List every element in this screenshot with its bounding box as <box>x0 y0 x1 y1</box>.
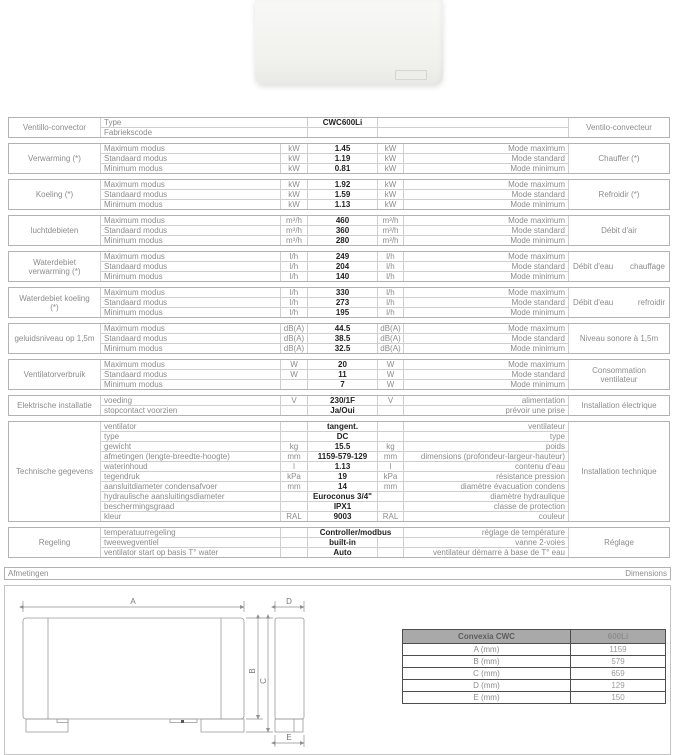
spec-unit-fr: kW <box>378 180 404 189</box>
spec-unit-nl: W <box>281 360 308 369</box>
spec-block <box>8 215 670 246</box>
spec-unit-nl: l/h <box>281 308 308 317</box>
spec-group-label-nl: Regeling <box>9 528 101 557</box>
spec-unit-fr: m³/h <box>378 236 404 245</box>
spec-row <box>101 360 568 370</box>
spec-desc-nl: voeding <box>101 396 281 405</box>
spec-unit-nl: l/h <box>281 272 308 281</box>
spec-desc-nl: kleur <box>101 512 281 521</box>
spec-block <box>8 527 670 558</box>
spec-value: 204 <box>308 262 378 271</box>
front-right-foot <box>201 719 244 732</box>
spec-block <box>8 359 670 390</box>
spec-row <box>101 288 568 298</box>
spec-group-label-fr-part2: refroidir <box>637 298 665 307</box>
spec-block <box>8 179 670 210</box>
spec-block <box>8 395 670 416</box>
spec-desc-nl: Maximum modus <box>101 252 281 261</box>
spec-unit-nl: dB(A) <box>281 334 308 343</box>
spec-unit-nl <box>281 502 308 511</box>
spec-unit-nl: dB(A) <box>281 344 308 353</box>
dimensions-table-header-product: Convexia CWC <box>403 630 571 643</box>
spec-desc-nl: Standaard modus <box>101 190 281 199</box>
dimension-label: A (mm) <box>403 644 571 655</box>
spec-unit-nl: kg <box>281 442 308 451</box>
spec-desc-nl: afmetingen (lengte-breedte-hoogte) <box>101 452 281 461</box>
spec-value: 20 <box>308 360 378 369</box>
spec-unit-nl: V <box>281 396 308 405</box>
spec-unit-nl: kW <box>281 180 308 189</box>
spec-value <box>308 128 378 137</box>
spec-row <box>101 452 568 462</box>
spec-desc-nl: Standaard modus <box>101 262 281 271</box>
spec-desc-fr: Mode standard <box>511 298 565 307</box>
spec-unit-fr <box>378 548 404 557</box>
spec-unit-nl: mm <box>281 452 308 461</box>
spec-unit-nl: dB(A) <box>281 324 308 333</box>
spec-block <box>8 323 670 354</box>
spec-desc-nl: tweewegventiel <box>101 538 281 547</box>
spec-unit-nl: mm <box>281 482 308 491</box>
spec-desc-nl: Maximum modus <box>101 180 281 189</box>
spec-desc-nl: Minimum modus <box>101 344 281 353</box>
spec-desc-fr: dimensions (profondeur-largeur-hauteur) <box>420 452 565 461</box>
spec-unit-nl: kW <box>281 200 308 209</box>
spec-desc-nl: Maximum modus <box>101 216 281 225</box>
spec-desc-fr: Mode standard <box>511 154 565 163</box>
spec-value: 44.5 <box>308 324 378 333</box>
dimensions-table-header <box>403 630 665 643</box>
spec-value: CWC600Li <box>308 118 378 127</box>
spec-value: 1.19 <box>308 154 378 163</box>
spec-desc-fr: couleur <box>538 512 565 521</box>
spec-desc-fr: Mode minimum <box>510 308 565 317</box>
spec-desc-fr: contenu d'eau <box>514 462 565 471</box>
spec-desc-fr: résistance pression <box>496 472 565 481</box>
spec-row <box>101 308 568 317</box>
spec-block <box>8 251 670 282</box>
spec-unit-nl: l/h <box>281 262 308 271</box>
dimension-value: 150 <box>611 693 625 702</box>
spec-row <box>101 442 568 452</box>
spec-desc-fr: Mode maximum <box>508 360 565 369</box>
spec-desc-nl: Maximum modus <box>101 360 281 369</box>
product-photo <box>255 0 443 85</box>
spec-group-label-nl: Ventilatorverbruik <box>9 360 101 389</box>
spec-block <box>8 421 670 522</box>
spec-unit-fr: mm <box>378 452 404 461</box>
spec-value: Ja/Oui <box>308 406 378 415</box>
spec-group-label-nl: Technische gegevens <box>9 422 101 521</box>
spec-unit-nl <box>281 422 308 431</box>
spec-unit-nl <box>281 432 308 441</box>
spec-unit-nl: kW <box>281 190 308 199</box>
spec-row <box>101 370 568 380</box>
spec-value: 330 <box>308 288 378 297</box>
spec-desc-nl: tegendruk <box>101 472 281 481</box>
spec-unit-fr: kW <box>378 154 404 163</box>
dimension-value: 579 <box>611 657 625 666</box>
spec-block <box>8 287 670 318</box>
spec-group-label-fr-part1: Débit d'eau <box>573 262 614 271</box>
spec-unit-fr: W <box>378 360 404 369</box>
spec-row <box>101 396 568 406</box>
spec-unit-fr: m³/h <box>378 216 404 225</box>
spec-unit-nl <box>281 492 308 501</box>
spec-unit-nl: l <box>281 462 308 471</box>
dimension-label: D (mm) <box>403 680 571 691</box>
spec-unit-fr <box>378 422 404 431</box>
spec-unit-fr: W <box>378 380 404 389</box>
spec-value: Euroconus 3/4" <box>308 492 378 501</box>
spec-value: tangent. <box>308 422 378 431</box>
spec-desc-fr: poids <box>545 442 565 451</box>
spec-unit-nl: W <box>281 370 308 379</box>
spec-unit-nl: l/h <box>281 298 308 307</box>
spec-row <box>101 262 568 272</box>
spec-row <box>101 380 568 389</box>
spec-row <box>101 144 568 154</box>
side-foot <box>275 719 303 732</box>
spec-row <box>101 272 568 281</box>
spec-desc-fr: Mode maximum <box>508 324 565 333</box>
spec-value: 19 <box>308 472 378 481</box>
spec-desc-nl: Standaard modus <box>101 226 281 235</box>
spec-desc-fr: Mode minimum <box>510 380 565 389</box>
spec-unit-fr: kW <box>378 200 404 209</box>
spec-row <box>101 226 568 236</box>
spec-value: 280 <box>308 236 378 245</box>
dimensions-drawing-area <box>4 585 671 755</box>
spec-group-label-fr: Débit d'air <box>568 216 669 245</box>
dimension-b-label: B <box>248 668 257 674</box>
spec-unit-fr: l/h <box>378 308 404 317</box>
front-left-tab <box>57 719 68 723</box>
spec-desc-fr: Mode maximum <box>508 252 565 261</box>
dimensions-table-row <box>403 679 665 691</box>
spec-desc-fr: Mode maximum <box>508 180 565 189</box>
spec-row <box>101 344 568 353</box>
spec-value: 140 <box>308 272 378 281</box>
spec-unit-fr <box>378 432 404 441</box>
spec-value: 11 <box>308 370 378 379</box>
spec-desc-nl: Maximum modus <box>101 324 281 333</box>
spec-row <box>101 200 568 209</box>
spec-desc-fr: Mode maximum <box>508 288 565 297</box>
spec-value: DC <box>308 432 378 441</box>
spec-unit-fr: V <box>378 396 404 405</box>
spec-row <box>101 298 568 308</box>
spec-desc-nl: type <box>101 432 281 441</box>
spec-row <box>101 528 568 538</box>
spec-desc-fr: Mode minimum <box>510 200 565 209</box>
spec-group-label-nl: Waterdebiet verwarming (*) <box>9 252 101 281</box>
spec-desc-fr: diamètre évacuation condens <box>460 482 565 491</box>
spec-group-label-fr: Niveau sonore à 1,5m <box>568 324 669 353</box>
spec-unit-fr: mm <box>378 482 404 491</box>
spec-row <box>101 492 568 502</box>
spec-row <box>101 406 568 415</box>
spec-unit-fr: l/h <box>378 252 404 261</box>
spec-desc-fr: Mode standard <box>511 190 565 199</box>
spec-block <box>8 117 670 138</box>
spec-value: 249 <box>308 252 378 261</box>
spec-group-label-nl: Ventillo-convector <box>9 118 101 137</box>
spec-unit-fr: kW <box>378 144 404 153</box>
dimension-c-label: C <box>259 678 268 684</box>
spec-row <box>101 432 568 442</box>
spec-desc-fr: Mode minimum <box>510 272 565 281</box>
spec-row <box>101 538 568 548</box>
spec-desc-nl: Standaard modus <box>101 334 281 343</box>
spec-desc-nl: Minimum modus <box>101 380 281 389</box>
spec-desc-nl: temperatuurregeling <box>101 528 281 537</box>
spec-row <box>101 324 568 334</box>
spec-unit-nl: kW <box>281 144 308 153</box>
spec-value: 1.13 <box>308 200 378 209</box>
spec-desc-nl: gewicht <box>101 442 281 451</box>
spec-empty-cell <box>378 118 568 127</box>
spec-unit-fr: RAL <box>378 512 404 521</box>
spec-desc-fr: réglage de température <box>481 528 565 537</box>
spec-desc-fr: alimentation <box>521 396 565 405</box>
spec-desc-fr: classe de protection <box>493 502 565 511</box>
spec-row <box>101 180 568 190</box>
spec-unit-fr: l/h <box>378 288 404 297</box>
spec-desc-nl: Minimum modus <box>101 200 281 209</box>
spec-row <box>101 482 568 492</box>
spec-row <box>101 462 568 472</box>
spec-value: 9003 <box>308 512 378 521</box>
spec-group-label-fr <box>568 288 669 317</box>
spec-desc-nl: aansluitdiameter condensafvoer <box>101 482 281 491</box>
spec-unit-fr: dB(A) <box>378 324 404 333</box>
spec-value: 1.92 <box>308 180 378 189</box>
spec-unit-nl <box>281 380 308 389</box>
spec-value: 460 <box>308 216 378 225</box>
spec-desc-fr: Mode standard <box>511 262 565 271</box>
spec-row <box>101 154 568 164</box>
spec-desc-fr: Mode standard <box>511 370 565 379</box>
spec-unit-nl: l/h <box>281 288 308 297</box>
spec-desc-nl: Type <box>101 118 308 127</box>
dimensions-section-bar <box>4 567 671 580</box>
spec-value: 1.45 <box>308 144 378 153</box>
spec-value: Auto <box>308 548 378 557</box>
spec-group-label-fr: Installation électrique <box>568 396 669 415</box>
spec-unit-fr: dB(A) <box>378 334 404 343</box>
spec-desc-nl: Minimum modus <box>101 236 281 245</box>
spec-desc-fr: type <box>549 432 565 441</box>
spec-desc-fr: Mode standard <box>511 334 565 343</box>
spec-desc-nl: ventilator start op basis T° water <box>101 548 281 557</box>
spec-unit-nl: kW <box>281 164 308 173</box>
dimension-value: 1159 <box>609 645 627 654</box>
spec-desc-nl: Maximum modus <box>101 144 281 153</box>
spec-unit-nl <box>281 406 308 415</box>
spec-desc-fr: diamètre hydraulique <box>490 492 565 501</box>
spec-desc-fr: vanne 2-voies <box>515 538 565 547</box>
dimension-label: E (mm) <box>403 692 571 703</box>
spec-desc-nl: Maximum modus <box>101 288 281 297</box>
spec-row <box>101 190 568 200</box>
dimension-label: C (mm) <box>403 668 571 679</box>
spec-group-label-fr: Chauffer (*) <box>568 144 669 173</box>
spec-group-label-nl: Verwarming (*) <box>9 144 101 173</box>
spec-unit-fr <box>378 538 404 547</box>
spec-value: Controller/modbus <box>308 528 404 537</box>
front-left-foot <box>26 719 68 732</box>
spec-desc-nl: ventilator <box>101 422 281 431</box>
spec-row <box>101 216 568 226</box>
spec-value: 0.81 <box>308 164 378 173</box>
spec-desc-nl: stopcontact voorzien <box>101 406 281 415</box>
spec-unit-fr: l/h <box>378 272 404 281</box>
spec-unit-nl: m³/h <box>281 236 308 245</box>
spec-desc-fr: Mode maximum <box>508 216 565 225</box>
spec-desc-fr: Mode minimum <box>510 344 565 353</box>
spec-group-label-nl: Waterdebiet koeling (*) <box>9 288 101 317</box>
spec-desc-nl: Standaard modus <box>101 298 281 307</box>
spec-unit-nl: l/h <box>281 252 308 261</box>
dimension-value: 659 <box>611 669 625 678</box>
dimensions-table-header-model: 600Li <box>607 632 629 641</box>
spec-value: built-in <box>308 538 378 547</box>
spec-desc-nl: Minimum modus <box>101 272 281 281</box>
spec-desc-nl: Standaard modus <box>101 154 281 163</box>
spec-value: 7 <box>308 380 378 389</box>
spec-desc-nl: Standaard modus <box>101 370 281 379</box>
spec-row <box>101 422 568 432</box>
spec-unit-nl <box>281 538 308 547</box>
product-logo-mark <box>395 70 427 80</box>
spec-row <box>101 512 568 521</box>
spec-desc-fr: ventilateur <box>528 422 565 431</box>
spec-desc-nl: Minimum modus <box>101 164 281 173</box>
spec-unit-nl: kW <box>281 154 308 163</box>
spec-unit-nl: RAL <box>281 512 308 521</box>
spec-desc-fr: Mode standard <box>511 226 565 235</box>
spec-value: 1159-579-129 <box>308 452 378 461</box>
dimension-label: B (mm) <box>403 656 571 667</box>
spec-value: IPX1 <box>308 502 378 511</box>
spec-value: 230/1F <box>308 396 378 405</box>
spec-unit-fr: W <box>378 370 404 379</box>
spec-value: 1.13 <box>308 462 378 471</box>
dimensions-table-row <box>403 667 665 679</box>
spec-desc-nl: hydraulische aansluitingsdiameter <box>101 492 281 501</box>
dimension-d-label: D <box>286 597 292 606</box>
spec-group-label-fr: Ventilo-convecteur <box>568 118 669 137</box>
spec-unit-nl <box>281 528 308 537</box>
spec-unit-nl <box>281 548 308 557</box>
side-view-outline <box>275 618 304 719</box>
spec-row <box>101 502 568 512</box>
spec-group-label-fr-part2: chauffage <box>630 262 665 271</box>
spec-group-label-fr <box>568 252 669 281</box>
spec-group-label-nl: Elektrische installatie <box>9 396 101 415</box>
spec-unit-fr <box>378 406 404 415</box>
spec-value: 32.5 <box>308 344 378 353</box>
spec-row <box>101 118 568 128</box>
dimensions-table-body <box>403 643 665 703</box>
dimension-a-label: A <box>130 597 136 606</box>
spec-unit-fr <box>378 492 404 501</box>
spec-row <box>101 252 568 262</box>
spec-group-label-fr-part1: Débit d'eau <box>573 298 614 307</box>
spec-unit-fr: l/h <box>378 262 404 271</box>
front-center-mark <box>181 720 184 723</box>
spec-unit-fr: m³/h <box>378 226 404 235</box>
spec-desc-fr: Mode minimum <box>510 164 565 173</box>
spec-desc-nl: beschermingsgraad <box>101 502 281 511</box>
spec-unit-fr <box>378 502 404 511</box>
spec-unit-fr: l <box>378 462 404 471</box>
dimensions-table-row <box>403 691 665 703</box>
spec-desc-fr: ventilateur démarre à base de T° eau <box>432 548 565 557</box>
spec-desc-fr: Mode minimum <box>510 236 565 245</box>
spec-unit-nl: m³/h <box>281 216 308 225</box>
spec-empty-cell <box>378 128 568 137</box>
spec-row <box>101 164 568 173</box>
dimensions-table <box>402 629 666 704</box>
spec-group-label-fr: Consommation ventilateur <box>568 360 669 389</box>
spec-value: 38.5 <box>308 334 378 343</box>
dimensions-table-row <box>403 655 665 667</box>
spec-desc-nl: Fabriekscode <box>101 128 308 137</box>
spec-block <box>8 143 670 174</box>
spec-unit-nl: kPa <box>281 472 308 481</box>
spec-value: 360 <box>308 226 378 235</box>
spec-table <box>8 117 670 563</box>
spec-value: 1.59 <box>308 190 378 199</box>
spec-value: 15.5 <box>308 442 378 451</box>
spec-unit-fr: dB(A) <box>378 344 404 353</box>
spec-unit-fr: l/h <box>378 298 404 307</box>
spec-value: 273 <box>308 298 378 307</box>
spec-row <box>101 236 568 245</box>
spec-desc-nl: waterinhoud <box>101 462 281 471</box>
spec-group-label-fr: Refroidir (*) <box>568 180 669 209</box>
spec-unit-fr: kW <box>378 190 404 199</box>
spec-unit-fr: kg <box>378 442 404 451</box>
spec-row <box>101 334 568 344</box>
spec-desc-nl: Minimum modus <box>101 308 281 317</box>
dimension-e-label: E <box>286 733 292 742</box>
dimensions-bar-label-fr: Dimensions <box>625 569 667 578</box>
spec-unit-nl: m³/h <box>281 226 308 235</box>
spec-value: 14 <box>308 482 378 491</box>
spec-desc-fr: prévoir une prise <box>505 406 565 415</box>
spec-row <box>101 128 568 137</box>
spec-unit-fr: kPa <box>378 472 404 481</box>
spec-desc-fr: Mode maximum <box>508 144 565 153</box>
spec-group-label-nl: geluidsniveau op 1,5m <box>9 324 101 353</box>
spec-group-label-fr: Installation technique <box>568 422 669 521</box>
spec-unit-fr: kW <box>378 164 404 173</box>
spec-row <box>101 548 568 557</box>
spec-value: 195 <box>308 308 378 317</box>
spec-group-label-nl: luchtdebieten <box>9 216 101 245</box>
dimension-value: 129 <box>611 681 625 690</box>
spec-group-label-nl: Koeling (*) <box>9 180 101 209</box>
dimensions-bar-label-nl: Afmetingen <box>8 569 49 578</box>
spec-row <box>101 472 568 482</box>
dimensions-table-row <box>403 643 665 655</box>
spec-group-label-fr: Réglage <box>568 528 669 557</box>
front-view-outline <box>23 618 244 719</box>
